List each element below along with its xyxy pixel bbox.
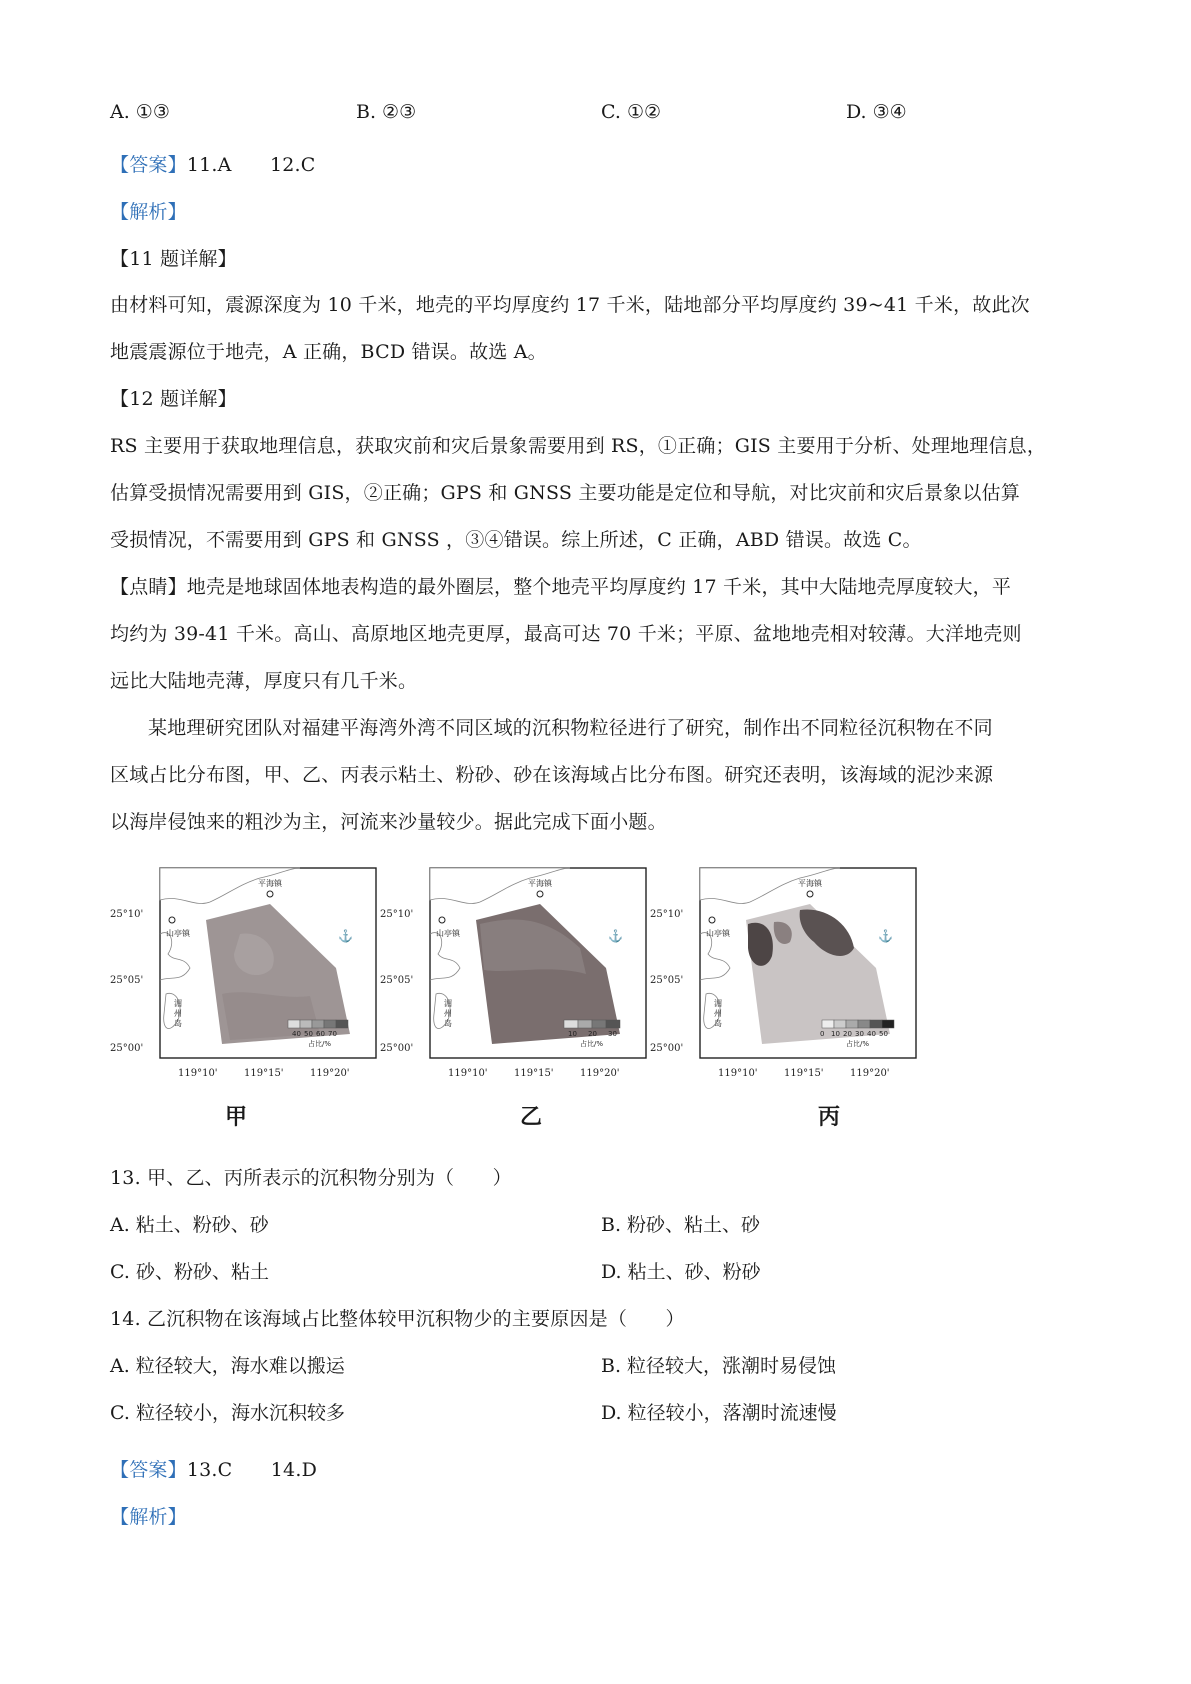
svg-text:119°20': 119°20' bbox=[850, 1068, 890, 1079]
tip-line: 均约为 39-41 千米。高山、高原地区地壳更厚，最高可达 70 千米；平原、盆地地壳相对较薄。大洋地壳则 bbox=[110, 623, 1022, 645]
svg-text:119°15': 119°15' bbox=[514, 1068, 554, 1079]
svg-text:20: 20 bbox=[588, 1030, 597, 1038]
q14-stem: 14. 乙沉积物在该海域占比整体较甲沉积物少的主要原因是（ ） bbox=[110, 1308, 685, 1330]
svg-text:119°10': 119°10' bbox=[718, 1068, 758, 1079]
svg-text:25°00': 25°00' bbox=[380, 1043, 414, 1054]
svg-text:119°10': 119°10' bbox=[448, 1068, 488, 1079]
svg-text:25°05': 25°05' bbox=[380, 975, 414, 986]
svg-text:119°20': 119°20' bbox=[580, 1068, 620, 1079]
svg-text:20: 20 bbox=[843, 1030, 852, 1038]
figure-caption-bing: 丙 bbox=[818, 1104, 841, 1130]
svg-text:平海镇: 平海镇 bbox=[528, 879, 552, 888]
q12-text-line: 估算受损情况需要用到 GIS，②正确；GPS 和 GNSS 主要功能是定位和导航，对比灾前和灾后景象以估算 bbox=[110, 482, 1020, 504]
answer-tag: 【答案】 bbox=[110, 154, 187, 176]
q13-option-d: D. 粘土、砂、粉砂 bbox=[601, 1261, 761, 1283]
svg-text:州: 州 bbox=[174, 1009, 182, 1018]
q12-heading: 【12 题详解】 bbox=[110, 388, 237, 410]
svg-text:60: 60 bbox=[316, 1030, 325, 1038]
svg-text:25°10': 25°10' bbox=[650, 909, 684, 920]
map-figure-bing bbox=[650, 864, 920, 1086]
svg-text:岛: 岛 bbox=[714, 1019, 722, 1028]
svg-text:50: 50 bbox=[879, 1030, 888, 1038]
q13-option-b: B. 粉砂、粘土、砂 bbox=[601, 1214, 761, 1236]
map-figure-yi bbox=[380, 864, 650, 1086]
svg-text:⚓: ⚓ bbox=[608, 929, 623, 943]
svg-text:10: 10 bbox=[568, 1030, 577, 1038]
svg-text:湄: 湄 bbox=[444, 999, 452, 1008]
material-line: 以海岸侵蚀来的粗沙为主，河流来沙量较少。据此完成下面小题。 bbox=[110, 811, 667, 833]
svg-text:40: 40 bbox=[867, 1030, 876, 1038]
figure-caption-jia: 甲 bbox=[225, 1104, 248, 1130]
figure-caption-yi: 乙 bbox=[520, 1104, 543, 1130]
svg-text:山亭镇: 山亭镇 bbox=[436, 929, 460, 938]
svg-text:25°05': 25°05' bbox=[650, 975, 684, 986]
answer-line-1 bbox=[110, 153, 316, 177]
q11-text-line: 地震震源位于地壳，A 正确，BCD 错误。故选 A。 bbox=[110, 341, 547, 363]
lat-label: 25°10' bbox=[110, 909, 144, 920]
svg-text:湄: 湄 bbox=[714, 999, 722, 1008]
lon-label: 119°20' bbox=[310, 1068, 350, 1079]
q14-option-c: C. 粒径较小，海水沉积较多 bbox=[110, 1402, 345, 1424]
svg-text:州: 州 bbox=[444, 1009, 452, 1018]
svg-text:山亭镇: 山亭镇 bbox=[706, 929, 730, 938]
q11-text-line: 由材料可知，震源深度为 10 千米，地壳的平均厚度约 17 千米，陆地部分平均厚度约 39~41 千米，故此次 bbox=[110, 294, 1030, 316]
q11-heading: 【11 题详解】 bbox=[110, 248, 237, 270]
town-label-left: 山亭镇 bbox=[166, 929, 190, 938]
svg-text:50: 50 bbox=[304, 1030, 313, 1038]
svg-text:70: 70 bbox=[328, 1030, 337, 1038]
svg-text:占比/%: 占比/% bbox=[846, 1040, 870, 1048]
q13-option-c: C. 砂、粉砂、粘土 bbox=[110, 1261, 269, 1283]
q12-text-line: 受损情况，不需要用到 GPS 和 GNSS ，③④错误。综上所述，C 正确，ABD 错误。故选 C。 bbox=[110, 529, 922, 551]
q14-option-d: D. 粒径较小，落潮时流速慢 bbox=[601, 1402, 837, 1424]
svg-text:40: 40 bbox=[292, 1030, 301, 1038]
svg-text:⚓: ⚓ bbox=[338, 929, 353, 943]
svg-text:州: 州 bbox=[714, 1009, 722, 1018]
town-label-top: 平海镇 bbox=[258, 879, 282, 888]
svg-text:占比/%: 占比/% bbox=[580, 1040, 604, 1048]
svg-text:岛: 岛 bbox=[174, 1019, 182, 1028]
svg-text:占比/%: 占比/% bbox=[308, 1040, 332, 1048]
svg-text:25°00': 25°00' bbox=[650, 1043, 684, 1054]
map-figure-jia bbox=[110, 864, 380, 1086]
svg-text:30: 30 bbox=[855, 1030, 864, 1038]
answer-tag: 【答案】 bbox=[110, 1459, 187, 1481]
option-b: B. ②③ bbox=[356, 101, 417, 123]
material-line: 某地理研究团队对福建平海湾外湾不同区域的沉积物粒径进行了研究，制作出不同粒径沉积物在不同 bbox=[148, 717, 993, 739]
option-d: D. ③④ bbox=[846, 101, 907, 123]
answer-line-2 bbox=[110, 1458, 317, 1482]
option-c: C. ①② bbox=[601, 101, 662, 123]
svg-text:平海镇: 平海镇 bbox=[798, 879, 822, 888]
svg-text:岛: 岛 bbox=[444, 1019, 452, 1028]
svg-text:10: 10 bbox=[831, 1030, 840, 1038]
q12-text-line: RS 主要用于获取地理信息，获取灾前和灾后景象需要用到 RS，①正确；GIS 主要用于分析、处理地理信息， bbox=[110, 435, 1047, 457]
svg-text:⚓: ⚓ bbox=[878, 929, 893, 943]
option-a: A. ①③ bbox=[110, 101, 170, 123]
q13-stem: 13. 甲、乙、丙所表示的沉积物分别为（ ） bbox=[110, 1167, 512, 1189]
lat-label: 25°05' bbox=[110, 975, 144, 986]
q14-option-b: B. 粒径较大，涨潮时易侵蚀 bbox=[601, 1355, 837, 1377]
svg-text:湄: 湄 bbox=[174, 999, 182, 1008]
tip-line: 【点睛】地壳是地球固体地表构造的最外圈层，整个地壳平均厚度约 17 千米，其中大陆地壳厚度较大，平 bbox=[110, 576, 1012, 598]
q14-option-a: A. 粒径较大，海水难以搬运 bbox=[110, 1355, 345, 1377]
q13-option-a: A. 粘土、粉砂、砂 bbox=[110, 1214, 269, 1236]
svg-text:119°15': 119°15' bbox=[784, 1068, 824, 1079]
material-line: 区域占比分布图，甲、乙、丙表示粘土、粉砂、砂在该海域占比分布图。研究还表明，该海域的泥沙来源 bbox=[110, 764, 994, 786]
lat-label: 25°00' bbox=[110, 1043, 144, 1054]
svg-text:0: 0 bbox=[820, 1030, 825, 1038]
svg-text:30: 30 bbox=[608, 1030, 617, 1038]
lon-label: 119°10' bbox=[178, 1068, 218, 1079]
analysis-tag: 【解析】 bbox=[110, 201, 187, 223]
svg-text:25°10': 25°10' bbox=[380, 909, 414, 920]
tip-line: 远比大陆地壳薄，厚度只有几千米。 bbox=[110, 670, 418, 692]
answer-text: 11.A 12.C bbox=[186, 154, 316, 176]
analysis-tag: 【解析】 bbox=[110, 1506, 187, 1528]
answer-text: 13.C 14.D bbox=[186, 1459, 318, 1481]
lon-label: 119°15' bbox=[244, 1068, 284, 1079]
